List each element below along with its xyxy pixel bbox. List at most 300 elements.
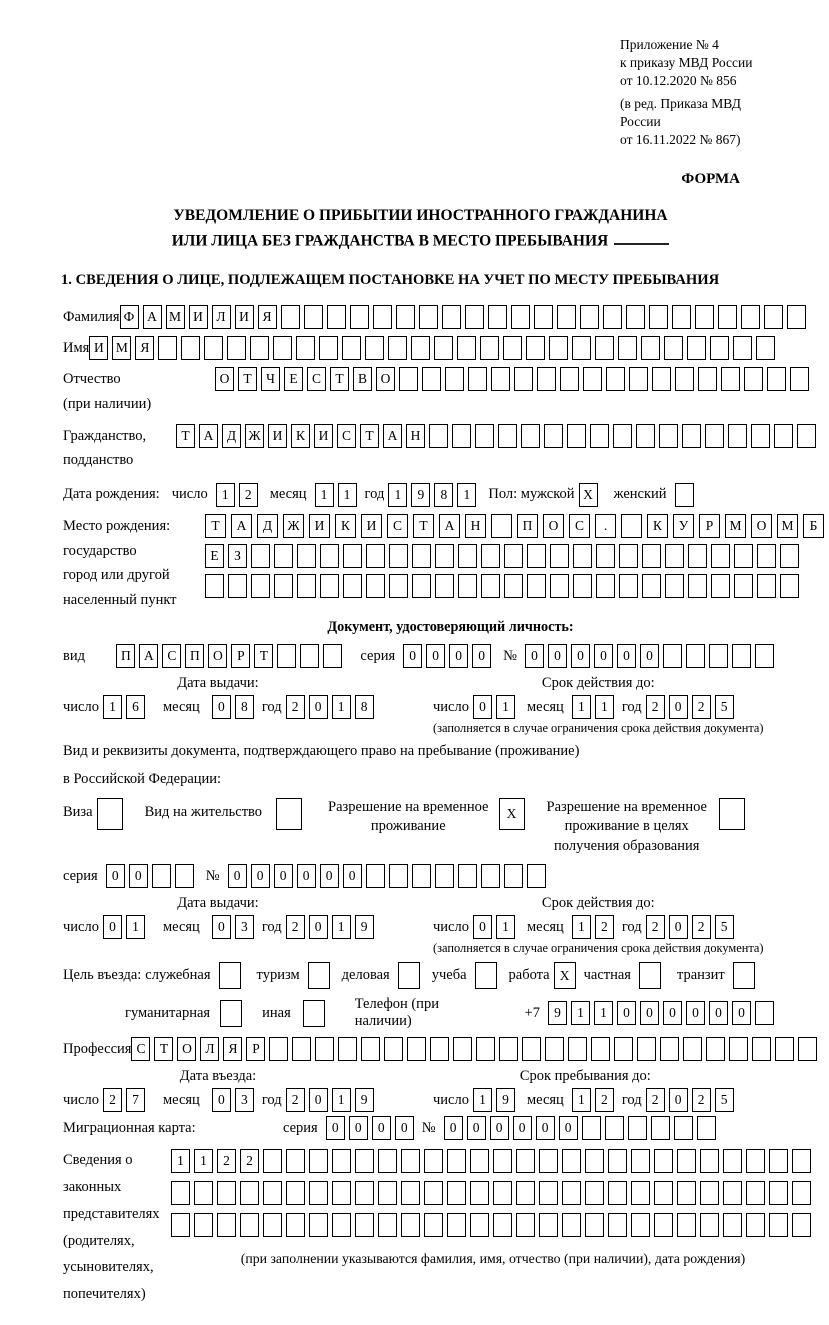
char-cell[interactable] (755, 644, 774, 668)
char-cell[interactable] (458, 544, 477, 568)
char-cell[interactable]: 5 (715, 915, 734, 939)
char-cell[interactable] (457, 336, 476, 360)
char-cell[interactable]: 0 (426, 644, 445, 668)
char-cell[interactable] (309, 1149, 328, 1173)
char-cell[interactable] (342, 336, 361, 360)
char-cell[interactable] (757, 544, 776, 568)
char-cell[interactable] (481, 864, 500, 888)
char-cell[interactable] (769, 1213, 788, 1237)
char-cell[interactable] (373, 305, 392, 329)
char-cell[interactable]: Я (135, 336, 154, 360)
char-cell[interactable]: М (166, 305, 185, 329)
char-cell[interactable] (697, 1116, 716, 1140)
char-cell[interactable] (286, 1149, 305, 1173)
char-cell[interactable] (629, 367, 648, 391)
char-cell[interactable]: 1 (572, 1088, 591, 1112)
char-cell[interactable] (728, 424, 747, 448)
char-cell[interactable] (637, 1037, 656, 1061)
char-cell[interactable]: 0 (571, 644, 590, 668)
char-cell[interactable] (665, 574, 684, 598)
char-cell[interactable] (470, 1149, 489, 1173)
char-cell[interactable] (797, 424, 816, 448)
char-cell[interactable]: О (376, 367, 395, 391)
char-cell[interactable] (539, 1213, 558, 1237)
char-cell[interactable] (527, 864, 546, 888)
char-cell[interactable] (628, 1116, 647, 1140)
char-cell[interactable]: 0 (640, 644, 659, 668)
char-cell[interactable] (591, 1037, 610, 1061)
char-cell[interactable] (654, 1213, 673, 1237)
char-cell[interactable]: 0 (212, 1088, 231, 1112)
char-cell[interactable]: О (208, 644, 227, 668)
char-cell[interactable]: 0 (395, 1116, 414, 1140)
char-cell[interactable]: 2 (240, 1149, 259, 1173)
char-cell[interactable] (220, 1000, 242, 1027)
char-cell[interactable] (399, 367, 418, 391)
char-cell[interactable] (534, 305, 553, 329)
char-cell[interactable] (332, 1213, 351, 1237)
char-cell[interactable]: X (499, 798, 525, 830)
char-cell[interactable]: И (361, 514, 382, 538)
char-cell[interactable]: 2 (595, 1088, 614, 1112)
char-cell[interactable] (675, 483, 694, 507)
char-cell[interactable] (522, 1037, 541, 1061)
char-cell[interactable]: Д (257, 514, 278, 538)
char-cell[interactable] (355, 1181, 374, 1205)
char-cell[interactable]: 1 (332, 915, 351, 939)
char-cell[interactable] (516, 1213, 535, 1237)
char-cell[interactable] (447, 1149, 466, 1173)
char-cell[interactable]: 6 (126, 695, 145, 719)
char-cell[interactable]: А (143, 305, 162, 329)
char-cell[interactable] (539, 1149, 558, 1173)
char-cell[interactable] (476, 1037, 495, 1061)
char-cell[interactable] (711, 574, 730, 598)
char-cell[interactable] (549, 336, 568, 360)
char-cell[interactable] (664, 336, 683, 360)
char-cell[interactable] (621, 514, 642, 538)
char-cell[interactable] (516, 1181, 535, 1205)
char-cell[interactable]: 1 (194, 1149, 213, 1173)
char-cell[interactable] (447, 1181, 466, 1205)
char-cell[interactable]: 2 (646, 1088, 665, 1112)
char-cell[interactable]: 0 (467, 1116, 486, 1140)
char-cell[interactable]: 0 (228, 864, 247, 888)
char-cell[interactable] (498, 424, 517, 448)
char-cell[interactable] (659, 424, 678, 448)
char-cell[interactable]: 0 (326, 1116, 345, 1140)
char-cell[interactable]: 2 (103, 1088, 122, 1112)
char-cell[interactable] (619, 574, 638, 598)
char-cell[interactable]: 1 (126, 915, 145, 939)
char-cell[interactable] (687, 336, 706, 360)
char-cell[interactable] (642, 544, 661, 568)
char-cell[interactable]: 2 (595, 915, 614, 939)
char-cell[interactable]: 1 (315, 483, 334, 507)
char-cell[interactable] (780, 574, 799, 598)
char-cell[interactable] (544, 424, 563, 448)
char-cell[interactable] (281, 305, 300, 329)
char-cell[interactable]: 0 (309, 695, 328, 719)
char-cell[interactable]: 0 (212, 695, 231, 719)
char-cell[interactable] (746, 1213, 765, 1237)
char-cell[interactable]: . (595, 514, 616, 538)
char-cell[interactable]: 0 (686, 1001, 705, 1025)
char-cell[interactable]: И (235, 305, 254, 329)
char-cell[interactable]: 1 (571, 1001, 590, 1025)
char-cell[interactable] (240, 1181, 259, 1205)
char-cell[interactable]: Я (258, 305, 277, 329)
char-cell[interactable] (366, 544, 385, 568)
char-cell[interactable] (514, 367, 533, 391)
char-cell[interactable]: 0 (732, 1001, 751, 1025)
char-cell[interactable]: 0 (106, 864, 125, 888)
char-cell[interactable] (493, 1149, 512, 1173)
char-cell[interactable] (603, 305, 622, 329)
char-cell[interactable]: Т (176, 424, 195, 448)
char-cell[interactable] (732, 644, 751, 668)
char-cell[interactable]: 9 (496, 1088, 515, 1112)
char-cell[interactable] (590, 424, 609, 448)
char-cell[interactable]: 2 (692, 1088, 711, 1112)
char-cell[interactable] (422, 367, 441, 391)
char-cell[interactable] (480, 336, 499, 360)
char-cell[interactable] (286, 1213, 305, 1237)
char-cell[interactable]: 1 (496, 695, 515, 719)
char-cell[interactable] (419, 305, 438, 329)
char-cell[interactable] (323, 644, 342, 668)
char-cell[interactable]: 2 (646, 695, 665, 719)
char-cell[interactable]: 2 (217, 1149, 236, 1173)
char-cell[interactable]: Н (465, 514, 486, 538)
char-cell[interactable] (665, 544, 684, 568)
char-cell[interactable] (560, 367, 579, 391)
char-cell[interactable]: О (543, 514, 564, 538)
char-cell[interactable] (475, 962, 497, 989)
char-cell[interactable] (769, 1181, 788, 1205)
char-cell[interactable]: Ж (283, 514, 304, 538)
char-cell[interactable] (787, 305, 806, 329)
char-cell[interactable] (453, 1037, 472, 1061)
char-cell[interactable]: Е (284, 367, 303, 391)
char-cell[interactable]: 0 (473, 915, 492, 939)
char-cell[interactable] (435, 864, 454, 888)
char-cell[interactable] (660, 1037, 679, 1061)
char-cell[interactable]: 5 (715, 1088, 734, 1112)
char-cell[interactable] (683, 1037, 702, 1061)
char-cell[interactable] (458, 574, 477, 598)
char-cell[interactable]: X (579, 483, 598, 507)
char-cell[interactable] (435, 544, 454, 568)
char-cell[interactable] (631, 1181, 650, 1205)
char-cell[interactable]: 0 (669, 695, 688, 719)
char-cell[interactable]: 0 (349, 1116, 368, 1140)
char-cell[interactable]: С (569, 514, 590, 538)
char-cell[interactable] (398, 962, 420, 989)
char-cell[interactable]: К (291, 424, 310, 448)
char-cell[interactable]: Р (699, 514, 720, 538)
char-cell[interactable] (675, 367, 694, 391)
char-cell[interactable] (378, 1213, 397, 1237)
char-cell[interactable] (434, 336, 453, 360)
char-cell[interactable]: Д (222, 424, 241, 448)
char-cell[interactable] (733, 962, 755, 989)
char-cell[interactable]: Т (205, 514, 226, 538)
char-cell[interactable]: 1 (572, 915, 591, 939)
char-cell[interactable] (562, 1213, 581, 1237)
char-cell[interactable] (698, 367, 717, 391)
char-cell[interactable]: 1 (594, 1001, 613, 1025)
char-cell[interactable] (297, 544, 316, 568)
char-cell[interactable] (350, 305, 369, 329)
char-cell[interactable] (562, 1149, 581, 1173)
char-cell[interactable] (562, 1181, 581, 1205)
char-cell[interactable]: 0 (403, 644, 422, 668)
char-cell[interactable] (734, 544, 753, 568)
char-cell[interactable]: 0 (274, 864, 293, 888)
char-cell[interactable]: 0 (129, 864, 148, 888)
char-cell[interactable] (573, 544, 592, 568)
char-cell[interactable]: 0 (513, 1116, 532, 1140)
char-cell[interactable] (608, 1181, 627, 1205)
char-cell[interactable] (388, 336, 407, 360)
char-cell[interactable] (790, 367, 809, 391)
char-cell[interactable] (639, 962, 661, 989)
char-cell[interactable] (780, 544, 799, 568)
char-cell[interactable] (277, 644, 296, 668)
char-cell[interactable]: 0 (309, 915, 328, 939)
char-cell[interactable]: 0 (548, 644, 567, 668)
char-cell[interactable] (442, 305, 461, 329)
char-cell[interactable]: 1 (496, 915, 515, 939)
char-cell[interactable] (407, 1037, 426, 1061)
char-cell[interactable]: С (337, 424, 356, 448)
char-cell[interactable] (700, 1181, 719, 1205)
char-cell[interactable] (651, 1116, 670, 1140)
char-cell[interactable]: 2 (692, 695, 711, 719)
char-cell[interactable]: И (309, 514, 330, 538)
char-cell[interactable] (746, 1181, 765, 1205)
char-cell[interactable] (217, 1213, 236, 1237)
char-cell[interactable] (205, 574, 224, 598)
char-cell[interactable] (568, 1037, 587, 1061)
char-cell[interactable] (774, 424, 793, 448)
char-cell[interactable]: И (314, 424, 333, 448)
char-cell[interactable]: 2 (286, 915, 305, 939)
char-cell[interactable]: 5 (715, 695, 734, 719)
char-cell[interactable] (752, 1037, 771, 1061)
char-cell[interactable] (527, 544, 546, 568)
char-cell[interactable]: М (112, 336, 131, 360)
char-cell[interactable] (636, 424, 655, 448)
char-cell[interactable] (378, 1149, 397, 1173)
char-cell[interactable] (447, 1213, 466, 1237)
char-cell[interactable] (677, 1213, 696, 1237)
char-cell[interactable] (171, 1181, 190, 1205)
char-cell[interactable] (491, 514, 512, 538)
char-cell[interactable] (792, 1213, 811, 1237)
char-cell[interactable] (465, 305, 484, 329)
char-cell[interactable]: 2 (239, 483, 258, 507)
char-cell[interactable] (219, 962, 241, 989)
char-cell[interactable]: Ч (261, 367, 280, 391)
char-cell[interactable]: С (307, 367, 326, 391)
char-cell[interactable]: X (554, 962, 576, 989)
char-cell[interactable] (721, 367, 740, 391)
char-cell[interactable]: А (139, 644, 158, 668)
char-cell[interactable] (775, 1037, 794, 1061)
char-cell[interactable] (424, 1149, 443, 1173)
char-cell[interactable]: 9 (411, 483, 430, 507)
char-cell[interactable]: К (335, 514, 356, 538)
char-cell[interactable]: О (177, 1037, 196, 1061)
char-cell[interactable] (401, 1149, 420, 1173)
char-cell[interactable] (366, 574, 385, 598)
char-cell[interactable] (378, 1181, 397, 1205)
char-cell[interactable]: О (215, 367, 234, 391)
char-cell[interactable]: 1 (332, 695, 351, 719)
char-cell[interactable] (338, 1037, 357, 1061)
char-cell[interactable] (304, 305, 323, 329)
char-cell[interactable] (550, 574, 569, 598)
char-cell[interactable] (663, 644, 682, 668)
char-cell[interactable] (269, 1037, 288, 1061)
char-cell[interactable]: 1 (103, 695, 122, 719)
char-cell[interactable] (452, 424, 471, 448)
char-cell[interactable]: П (116, 644, 135, 668)
char-cell[interactable]: 0 (473, 695, 492, 719)
char-cell[interactable] (718, 305, 737, 329)
char-cell[interactable] (573, 574, 592, 598)
char-cell[interactable] (503, 336, 522, 360)
char-cell[interactable] (596, 544, 615, 568)
char-cell[interactable] (682, 424, 701, 448)
char-cell[interactable]: И (89, 336, 108, 360)
char-cell[interactable]: О (751, 514, 772, 538)
char-cell[interactable]: 0 (709, 1001, 728, 1025)
char-cell[interactable] (595, 336, 614, 360)
char-cell[interactable] (401, 1213, 420, 1237)
char-cell[interactable]: 0 (617, 644, 636, 668)
char-cell[interactable]: 0 (320, 864, 339, 888)
char-cell[interactable]: Ф (120, 305, 139, 329)
char-cell[interactable] (251, 544, 270, 568)
char-cell[interactable]: М (777, 514, 798, 538)
char-cell[interactable] (396, 305, 415, 329)
char-cell[interactable] (227, 336, 246, 360)
char-cell[interactable]: 1 (332, 1088, 351, 1112)
char-cell[interactable] (468, 367, 487, 391)
char-cell[interactable] (729, 1037, 748, 1061)
char-cell[interactable] (511, 305, 530, 329)
char-cell[interactable] (470, 1181, 489, 1205)
char-cell[interactable] (641, 336, 660, 360)
char-cell[interactable]: П (517, 514, 538, 538)
char-cell[interactable] (619, 544, 638, 568)
char-cell[interactable] (315, 1037, 334, 1061)
char-cell[interactable]: Т (360, 424, 379, 448)
char-cell[interactable]: 0 (297, 864, 316, 888)
char-cell[interactable] (365, 336, 384, 360)
char-cell[interactable]: 0 (343, 864, 362, 888)
char-cell[interactable] (700, 1149, 719, 1173)
char-cell[interactable]: Т (238, 367, 257, 391)
char-cell[interactable]: 0 (103, 915, 122, 939)
char-cell[interactable]: Н (406, 424, 425, 448)
char-cell[interactable] (175, 864, 194, 888)
char-cell[interactable] (458, 864, 477, 888)
char-cell[interactable] (734, 574, 753, 598)
char-cell[interactable]: В (353, 367, 372, 391)
char-cell[interactable] (217, 1181, 236, 1205)
char-cell[interactable]: Т (254, 644, 273, 668)
char-cell[interactable] (308, 962, 330, 989)
char-cell[interactable] (711, 544, 730, 568)
char-cell[interactable] (545, 1037, 564, 1061)
char-cell[interactable]: 0 (372, 1116, 391, 1140)
char-cell[interactable] (723, 1181, 742, 1205)
char-cell[interactable] (273, 336, 292, 360)
char-cell[interactable] (746, 1149, 765, 1173)
char-cell[interactable] (320, 544, 339, 568)
char-cell[interactable]: П (185, 644, 204, 668)
char-cell[interactable]: Т (330, 367, 349, 391)
char-cell[interactable]: 7 (126, 1088, 145, 1112)
char-cell[interactable]: Р (231, 644, 250, 668)
char-cell[interactable]: 8 (355, 695, 374, 719)
char-cell[interactable] (755, 1001, 774, 1025)
char-cell[interactable] (723, 1213, 742, 1237)
char-cell[interactable] (445, 367, 464, 391)
char-cell[interactable] (493, 1181, 512, 1205)
char-cell[interactable] (250, 336, 269, 360)
char-cell[interactable] (688, 574, 707, 598)
char-cell[interactable] (631, 1213, 650, 1237)
char-cell[interactable] (516, 1149, 535, 1173)
char-cell[interactable] (475, 424, 494, 448)
char-cell[interactable] (764, 305, 783, 329)
char-cell[interactable] (412, 544, 431, 568)
char-cell[interactable]: Ж (245, 424, 264, 448)
char-cell[interactable]: 0 (663, 1001, 682, 1025)
char-cell[interactable] (654, 1181, 673, 1205)
char-cell[interactable] (719, 798, 745, 830)
char-cell[interactable] (194, 1181, 213, 1205)
char-cell[interactable]: Л (212, 305, 231, 329)
char-cell[interactable] (642, 574, 661, 598)
char-cell[interactable]: 0 (309, 1088, 328, 1112)
char-cell[interactable]: 8 (434, 483, 453, 507)
char-cell[interactable] (767, 367, 786, 391)
char-cell[interactable] (401, 1181, 420, 1205)
char-cell[interactable] (608, 1213, 627, 1237)
char-cell[interactable] (327, 305, 346, 329)
char-cell[interactable]: 1 (216, 483, 235, 507)
char-cell[interactable] (361, 1037, 380, 1061)
char-cell[interactable] (300, 644, 319, 668)
char-cell[interactable] (319, 336, 338, 360)
char-cell[interactable]: 1 (595, 695, 614, 719)
char-cell[interactable] (263, 1213, 282, 1237)
char-cell[interactable]: 2 (692, 915, 711, 939)
char-cell[interactable] (274, 574, 293, 598)
char-cell[interactable]: 8 (235, 695, 254, 719)
char-cell[interactable] (470, 1213, 489, 1237)
char-cell[interactable]: 2 (286, 1088, 305, 1112)
char-cell[interactable]: А (383, 424, 402, 448)
char-cell[interactable] (343, 544, 362, 568)
char-cell[interactable] (792, 1149, 811, 1173)
